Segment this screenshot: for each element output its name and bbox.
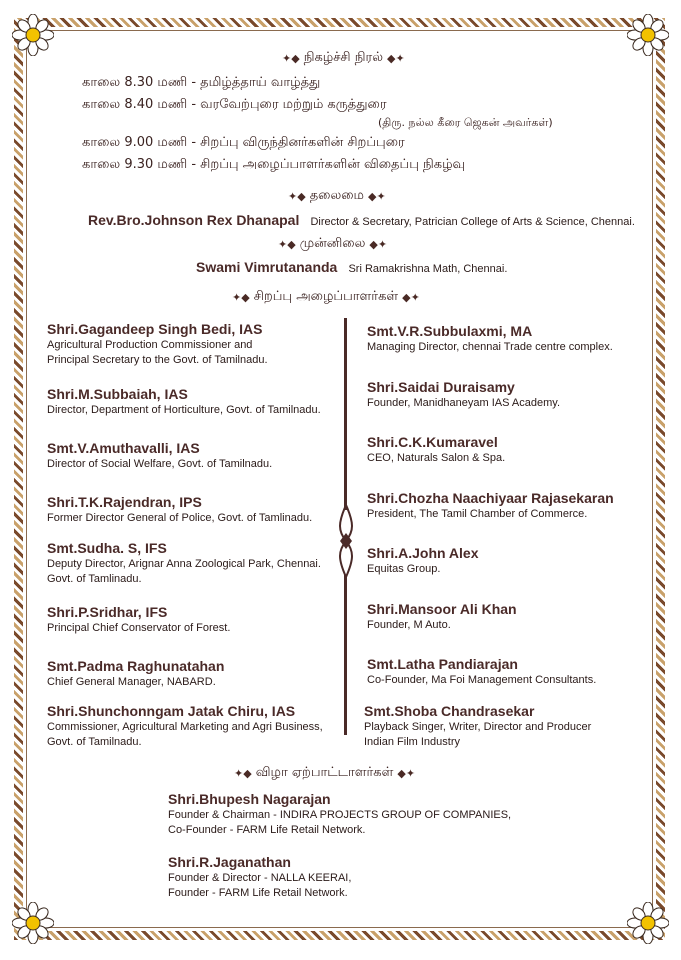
programme-item: காலை 8.40 மணி - வரவேற்புரை மற்றும் கருத்துரை bbox=[82, 97, 387, 112]
flower-icon bbox=[12, 14, 54, 56]
ornament-icon: ✦◆ bbox=[288, 189, 306, 203]
invitee-right bbox=[364, 703, 591, 750]
ornament-icon: ✦◆ bbox=[282, 51, 300, 65]
person-name: Shri.Bhupesh Nagarajan bbox=[168, 791, 331, 807]
invitee-left bbox=[47, 494, 312, 526]
person-desc: President, The Tamil Chamber of Commerce. bbox=[367, 508, 588, 520]
person-desc: Agricultural Production Commissioner and bbox=[47, 339, 253, 351]
invitees-heading: ✦◆ சிறப்பு அழைப்பாளர்கள் ◆✦ bbox=[232, 289, 420, 304]
person-desc: Sri Ramakrishna Math, Chennai. bbox=[348, 263, 508, 275]
person-desc: Govt. of Tamlinadu. bbox=[47, 573, 142, 585]
organisers-heading: ✦◆ விழா ஏற்பாட்டாளர்கள் ◆✦ bbox=[234, 765, 416, 780]
person-name: Shri.R.Jaganathan bbox=[168, 854, 291, 870]
invitee-left bbox=[47, 321, 268, 368]
person-desc: Founder - FARM Life Retail Network. bbox=[168, 887, 348, 899]
invitee-left bbox=[47, 658, 224, 690]
person-name: Rev.Bro.Johnson Rex Dhanapal bbox=[88, 212, 300, 228]
programme-item: காலை 9.30 மணி - சிறப்பு அழைப்பாளர்களின் விதைப்பு நிகழ்வு bbox=[82, 157, 465, 172]
invitee-right bbox=[367, 323, 613, 355]
person-name: Shri.Saidai Duraisamy bbox=[367, 379, 515, 395]
person-desc: Commissioner, Agricultural Marketing and Agri Business, bbox=[47, 721, 323, 733]
person-name: Shri.Gagandeep Singh Bedi, IAS bbox=[47, 321, 263, 337]
person-name: Smt.Latha Pandiarajan bbox=[367, 656, 518, 672]
flower-icon bbox=[627, 902, 669, 944]
person-desc: Deputy Director, Arignar Anna Zoological Park, Chennai. bbox=[47, 558, 321, 570]
ornament-icon: ✦◆ bbox=[232, 290, 250, 304]
presidency-heading: ✦◆ தலைமை ◆✦ bbox=[288, 188, 386, 203]
invitee-right bbox=[367, 379, 560, 411]
person-desc: Co-Founder - FARM Life Retail Network. bbox=[168, 824, 366, 836]
person-desc: Founder, M Auto. bbox=[367, 619, 451, 631]
column-divider bbox=[344, 318, 347, 510]
person-desc: Founder, Manidhaneyam IAS Academy. bbox=[367, 397, 561, 409]
person-name: Shri.P.Sridhar, IFS bbox=[47, 604, 168, 620]
person-desc: Founder & Director - NALLA KEERAI, bbox=[168, 872, 352, 884]
ornament-icon: ◆✦ bbox=[387, 51, 405, 65]
invitee-right bbox=[367, 490, 614, 522]
invitee-left bbox=[47, 540, 321, 587]
person-desc: Equitas Group. bbox=[367, 563, 441, 575]
person-name: Smt.Padma Raghunatahan bbox=[47, 658, 225, 674]
invitee-left bbox=[47, 703, 323, 750]
programme-heading: ✦◆ நிகழ்ச்சி நிரல் ◆✦ bbox=[282, 50, 405, 65]
person-name: Shri.T.K.Rajendran, IPS bbox=[47, 494, 202, 510]
person-desc: Principal Chief Conservator of Forest. bbox=[47, 622, 231, 634]
ornament-icon: ◆✦ bbox=[368, 189, 386, 203]
person-name: Swami Vimrutananda bbox=[196, 259, 338, 275]
invitee-left bbox=[47, 604, 230, 636]
person-desc: Director, Department of Horticulture, Govt. of Tamilnadu. bbox=[47, 404, 321, 416]
person-desc: Former Director General of Police, Govt. of Tamlinadu. bbox=[47, 512, 313, 524]
person-name: Shri.A.John Alex bbox=[367, 545, 479, 561]
person-desc: Managing Director, chennai Trade centre complex. bbox=[367, 341, 613, 353]
person-desc: Director & Secretary, Patrician College of Arts & Science, Chennai. bbox=[310, 216, 635, 228]
ornament-icon: ◆✦ bbox=[397, 766, 416, 780]
person-name: Smt.Shoba Chandrasekar bbox=[364, 703, 535, 719]
ornament-icon: ✦◆ bbox=[278, 237, 296, 251]
person-name: Shri.M.Subbaiah, IAS bbox=[47, 386, 188, 402]
organiser bbox=[168, 791, 511, 838]
invitee-left bbox=[47, 386, 321, 418]
person-desc: Founder & Chairman - INDIRA PROJECTS GROUP OF COMPANIES, bbox=[168, 809, 512, 821]
invitee-right bbox=[367, 656, 596, 688]
programme-item: காலை 9.00 மணி - சிறப்பு விருந்தினர்களின் சிறப்புரை bbox=[82, 135, 405, 150]
presence-entry bbox=[196, 257, 507, 277]
presence-heading: ✦◆ முன்னிலை ◆✦ bbox=[278, 236, 388, 251]
column-divider bbox=[344, 575, 347, 735]
flower-icon bbox=[12, 902, 54, 944]
person-desc: Indian Film Industry bbox=[364, 736, 460, 748]
person-name: Smt.V.Amuthavalli, IAS bbox=[47, 440, 200, 456]
programme-item: காலை 8.30 மணி - தமிழ்த்தாய் வாழ்த்து bbox=[82, 75, 321, 90]
person-name: Smt.Sudha. S, IFS bbox=[47, 540, 167, 556]
person-name: Shri.Mansoor Ali Khan bbox=[367, 601, 517, 617]
person-name: Shri.Shunchonngam Jatak Chiru, IAS bbox=[47, 703, 296, 719]
invitee-right bbox=[367, 545, 479, 577]
programme-note: (திரு. நல்ல கீரை ஜெகன் அவர்கள்) bbox=[378, 116, 553, 129]
person-desc: Co-Founder, Ma Foi Management Consultants. bbox=[367, 674, 597, 686]
ornament-icon: ✦◆ bbox=[234, 766, 252, 780]
invitee-left bbox=[47, 440, 272, 472]
ornament-icon: ◆✦ bbox=[402, 290, 420, 304]
person-desc: Chief General Manager, NABARD. bbox=[47, 676, 216, 688]
invitee-right bbox=[367, 601, 517, 633]
person-name: Shri.C.K.Kumaravel bbox=[367, 434, 498, 450]
ornament-icon: ◆✦ bbox=[369, 237, 388, 251]
person-desc: CEO, Naturals Salon & Spa. bbox=[367, 452, 506, 464]
person-name: Smt.V.R.Subbulaxmi, MA bbox=[367, 323, 533, 339]
divider-ornament-icon bbox=[334, 505, 358, 577]
presidency-entry bbox=[88, 210, 635, 230]
invitee-right bbox=[367, 434, 505, 466]
person-desc: Director of Social Welfare, Govt. of Tamilnadu. bbox=[47, 458, 273, 470]
person-desc: Playback Singer, Writer, Director and Producer bbox=[364, 721, 592, 733]
person-desc: Principal Secretary to the Govt. of Tamilnadu. bbox=[47, 354, 268, 366]
organiser bbox=[168, 854, 351, 901]
person-name: Shri.Chozha Naachiyaar Rajasekaran bbox=[367, 490, 614, 506]
flower-icon bbox=[627, 14, 669, 56]
person-desc: Govt. of Tamilnadu. bbox=[47, 736, 142, 748]
